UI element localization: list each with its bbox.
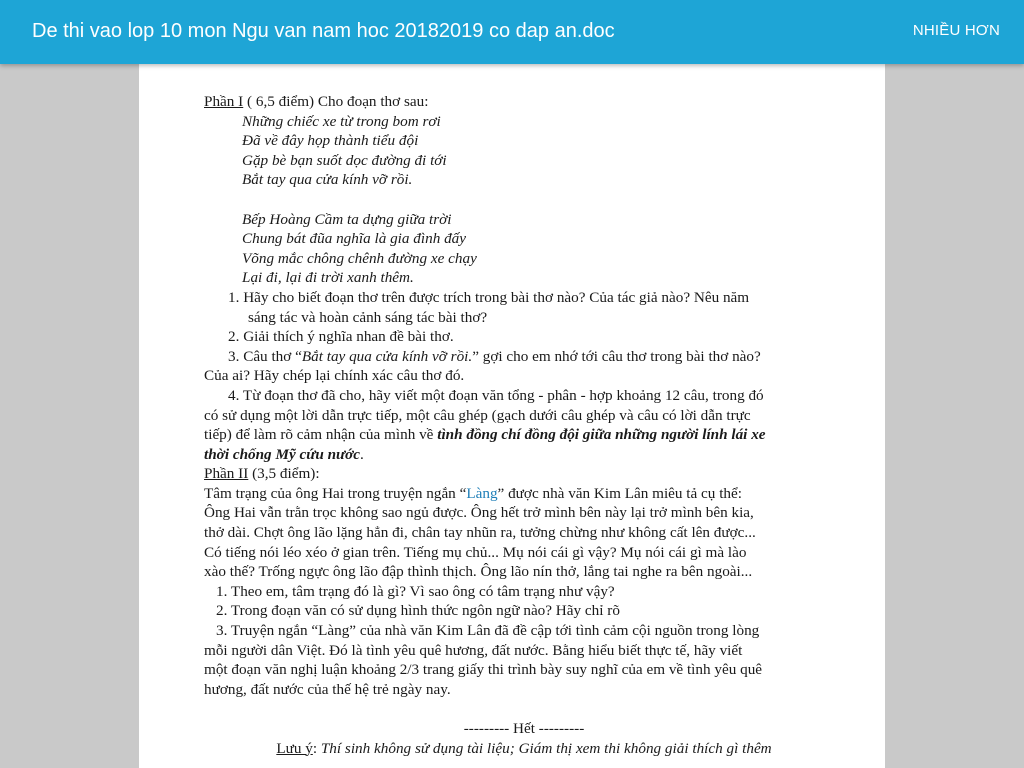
poem-line: Đã về đây họp thành tiểu đội	[242, 132, 419, 150]
q4-emphasis-end: thời chống Mỹ cứu nước	[204, 445, 361, 463]
part1-heading-line	[204, 92, 844, 112]
question-4-cont	[204, 425, 844, 445]
question-3-cont: Của ai? Hãy chép lại chính xác câu thơ đó.	[204, 367, 465, 385]
part2-question-1: 1. Theo em, tâm trạng đó là gì? Vì sao ông có tâm trạng như vậy?	[216, 582, 615, 600]
lang-link[interactable]: Làng	[466, 484, 498, 502]
part2-question-3-cont: hương, đất nước của thế hệ trẻ ngày nay.	[204, 680, 451, 698]
document-page[interactable]	[139, 64, 885, 768]
passage-line: Ông Hai vẫn trằn trọc không sao ngủ được. Ông hết trở mình bên này lại trở mình bên kia,	[204, 504, 754, 522]
poem-line: Gặp bè bạn suốt dọc đường đi tới	[242, 151, 447, 169]
part2-heading: Phần II	[204, 465, 249, 483]
document-body	[204, 92, 844, 758]
passage-line: xào thế? Trống ngực ông lão đập thình thịch. Ông lão nín thở, lắng tai nghe ra bên ngoài...	[204, 563, 753, 581]
question-4-cont: có sử dụng một lời dẫn trực tiếp, một câu ghép (gạch dưới câu ghép và câu có lời dẫn trực	[204, 406, 751, 424]
q3-suffix: ” gợi cho em nhớ tới câu thơ trong bài thơ nào?	[472, 347, 761, 365]
app-bar	[0, 0, 1024, 64]
end-gap	[204, 699, 844, 719]
stanza-gap	[204, 190, 844, 210]
part2-intro	[204, 484, 844, 504]
part2-question-3: 3. Truyện ngắn “Làng” của nhà văn Kim Lân đã đề cập tới tình cảm cội nguồn trong lòng	[216, 622, 760, 640]
note-label: Lưu ý	[276, 739, 313, 757]
note-colon: :	[312, 739, 321, 757]
part1-points: ( 6,5 điểm)	[243, 93, 315, 110]
end-marker: --------- Hết ---------	[463, 720, 585, 737]
poem-line: Chung bát đũa nghĩa là gia đình đấy	[242, 230, 467, 248]
part1-intro: Cho đoạn thơ sau:	[314, 93, 429, 110]
poem-line: Bắt tay qua cửa kính vỡ rồi.	[242, 171, 413, 189]
question-2: 2. Giải thích ý nghĩa nhan đề bài thơ.	[228, 328, 454, 346]
poem-line: Những chiếc xe từ trong bom rơi	[242, 112, 441, 130]
part2-points: (3,5 điểm):	[248, 465, 320, 483]
q3-quote: Bắt tay qua cửa kính vỡ rồi.	[301, 347, 473, 365]
part1-heading: Phần I	[204, 93, 244, 110]
q3-prefix: 3. Câu thơ “	[228, 347, 302, 365]
passage-line: thở dài. Chợt ông lão lặng hẳn đi, chân tay nhũn ra, tưởng chừng như không cất lên được...	[204, 524, 756, 542]
part2-question-2: 2. Trong đoạn văn có sử dụng hình thức ngôn ngữ nào? Hãy chỉ rõ	[216, 602, 620, 620]
document-title: De thi vao lop 10 mon Ngu van nam hoc 20182019 co dap an.doc	[32, 20, 615, 42]
q4-emphasis: tình đồng chí đồng đội giữa những người lính lái xe	[437, 426, 766, 444]
question-3	[204, 347, 844, 367]
part2-question-3-cont: một đoạn văn nghị luận khoảng 2/3 trang giấy thi trình bày suy nghĩ của em về tình yêu quê	[204, 661, 763, 679]
note-line	[204, 739, 844, 759]
note-text: Thí sinh không sử dụng tài liệu; Giám thị xem thi không giải thích gì thêm	[320, 739, 772, 757]
part2-intro-suffix: ” được nhà văn Kim Lân miêu tả cụ thể:	[497, 484, 742, 502]
question-4: 4. Từ đoạn thơ đã cho, hãy viết một đoạn văn tổng - phân - hợp khoảng 12 câu, trong đó	[228, 386, 764, 404]
part2-heading-line	[204, 464, 844, 484]
more-button[interactable]: NHIỀU HƠN	[912, 22, 1000, 39]
part2-intro-prefix: Tâm trạng của ông Hai trong truyện ngắn “	[204, 484, 467, 502]
poem-line: Võng mắc chông chênh đường xe chạy	[242, 249, 477, 267]
question-1-cont: sáng tác và hoàn cảnh sáng tác bài thơ?	[248, 308, 488, 326]
question-1: 1. Hãy cho biết đoạn thơ trên được trích trong bài thơ nào? Của tác giả nào? Nêu năm	[228, 288, 750, 306]
poem-line: Bếp Hoàng Cầm ta dựng giữa trời	[242, 210, 452, 228]
passage-line: Có tiếng nói léo xéo ở gian trên. Tiếng mụ chủ... Mụ nói cái gì vậy? Mụ nói cái gì mà lào	[204, 543, 747, 561]
q4-period: .	[360, 445, 364, 463]
part2-question-3-cont: mỗi người dân Việt. Đó là tình yêu quê hương, đất nước. Bằng hiểu biết thực tế, hãy viết	[204, 641, 743, 659]
poem-line: Lại đi, lại đi trời xanh thêm.	[242, 269, 414, 287]
question-4-cont	[204, 445, 844, 465]
q4-prefix: tiếp) để làm rõ cảm nhận của mình về	[204, 426, 438, 444]
